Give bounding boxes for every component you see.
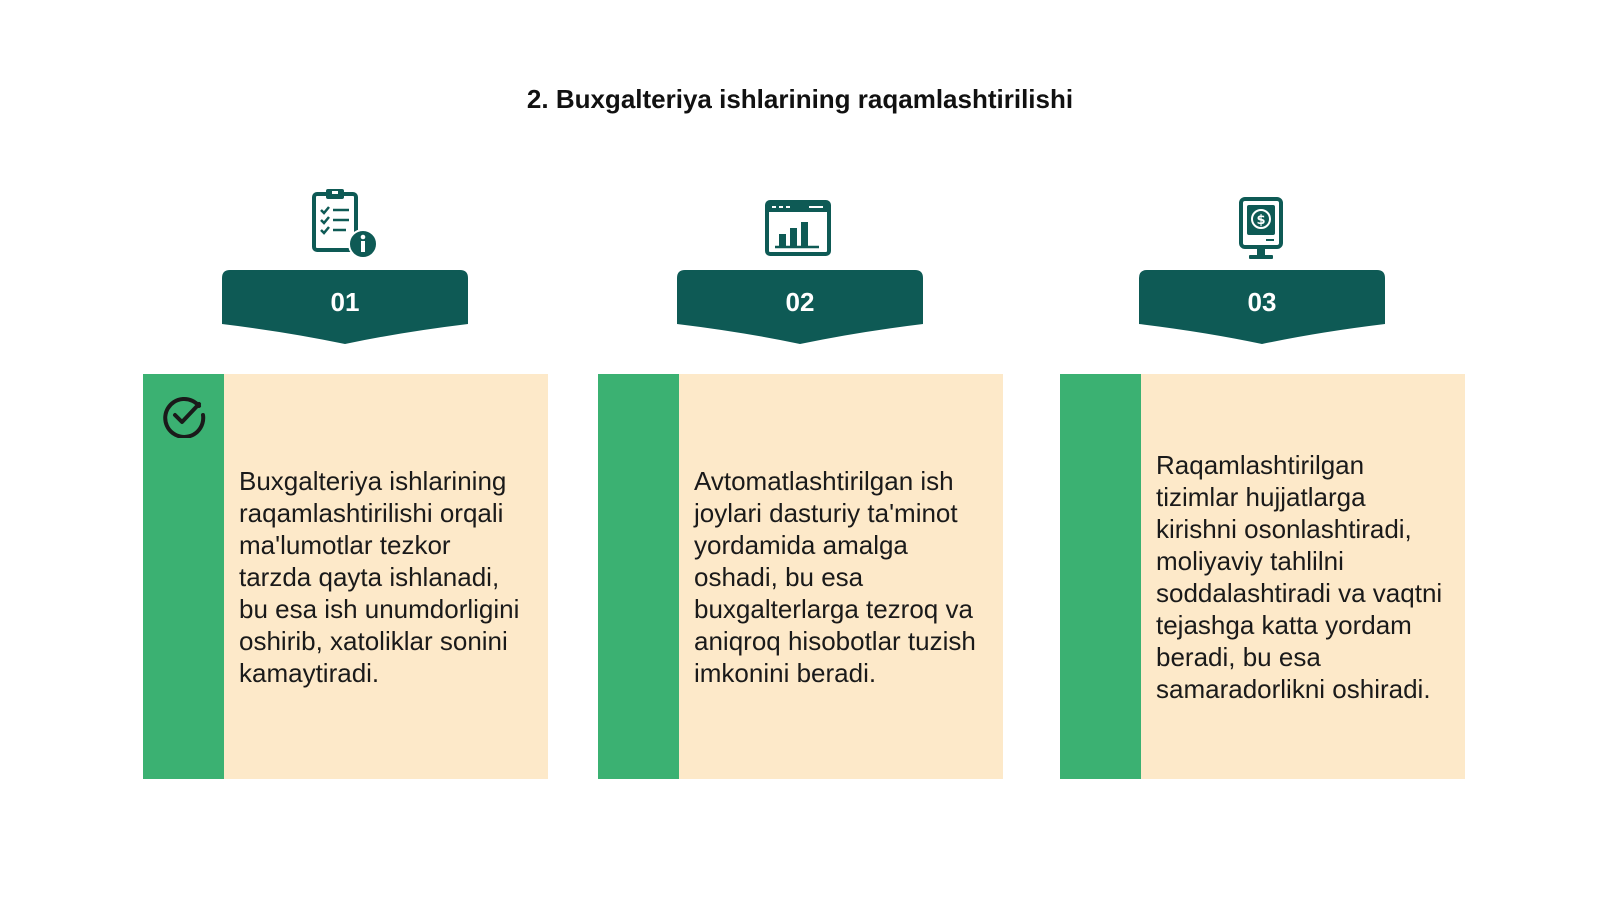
step-number: 03 [1247, 287, 1277, 317]
step-description-text: Raqamlashtirilgan tizimlar hujjatlarga kirishni osonlashtiradi, moliyaviy tahlilni soddalashtiradi va vaqtni tejashga katta yordam beradi, bu esa samaradorlikni oshiradi. [1156, 449, 1443, 704]
card-accent-bar [1060, 374, 1141, 779]
svg-text:$: $ [1256, 213, 1266, 228]
check-circle-icon [161, 392, 207, 438]
step-column-1 [143, 0, 553, 900]
step-description [694, 374, 985, 779]
step-card [598, 374, 1003, 779]
step-card [1060, 374, 1465, 779]
card-accent-bar [143, 374, 224, 779]
card-accent-bar [598, 374, 679, 779]
step-number: 01 [330, 287, 360, 317]
step-number: 02 [785, 287, 815, 317]
step-column-3 [1060, 0, 1470, 900]
slide-title: 2. Buxgalteriya ishlarining raqamlashtirilishi [526, 84, 1074, 114]
browser-bar-chart-icon [761, 194, 837, 270]
step-description [239, 374, 530, 779]
step-description [1156, 374, 1447, 779]
monitor-dollar-icon [1223, 193, 1299, 269]
step-description-text: Buxgalteriya ishlarining raqamlashtirilishi orqali ma'lumotlar tezkor tarzda qayta ishlanadi, bu esa ish unumdorligini oshirib, xatoliklar sonini kamaytiradi. [239, 465, 520, 688]
clipboard-checklist-info-icon [306, 186, 382, 262]
step-badge [677, 270, 923, 346]
step-card [143, 374, 548, 779]
step-description-text: Avtomatlashtirilgan ish joylari dasturiy ta'minot yordamida amalga oshadi, bu esa buxgalterlarga tezroq va aniqroq hisobotlar tuzish imkonini beradi. [694, 465, 976, 688]
step-column-2 [598, 0, 1008, 900]
step-badge [1139, 270, 1385, 346]
step-badge [222, 270, 468, 346]
